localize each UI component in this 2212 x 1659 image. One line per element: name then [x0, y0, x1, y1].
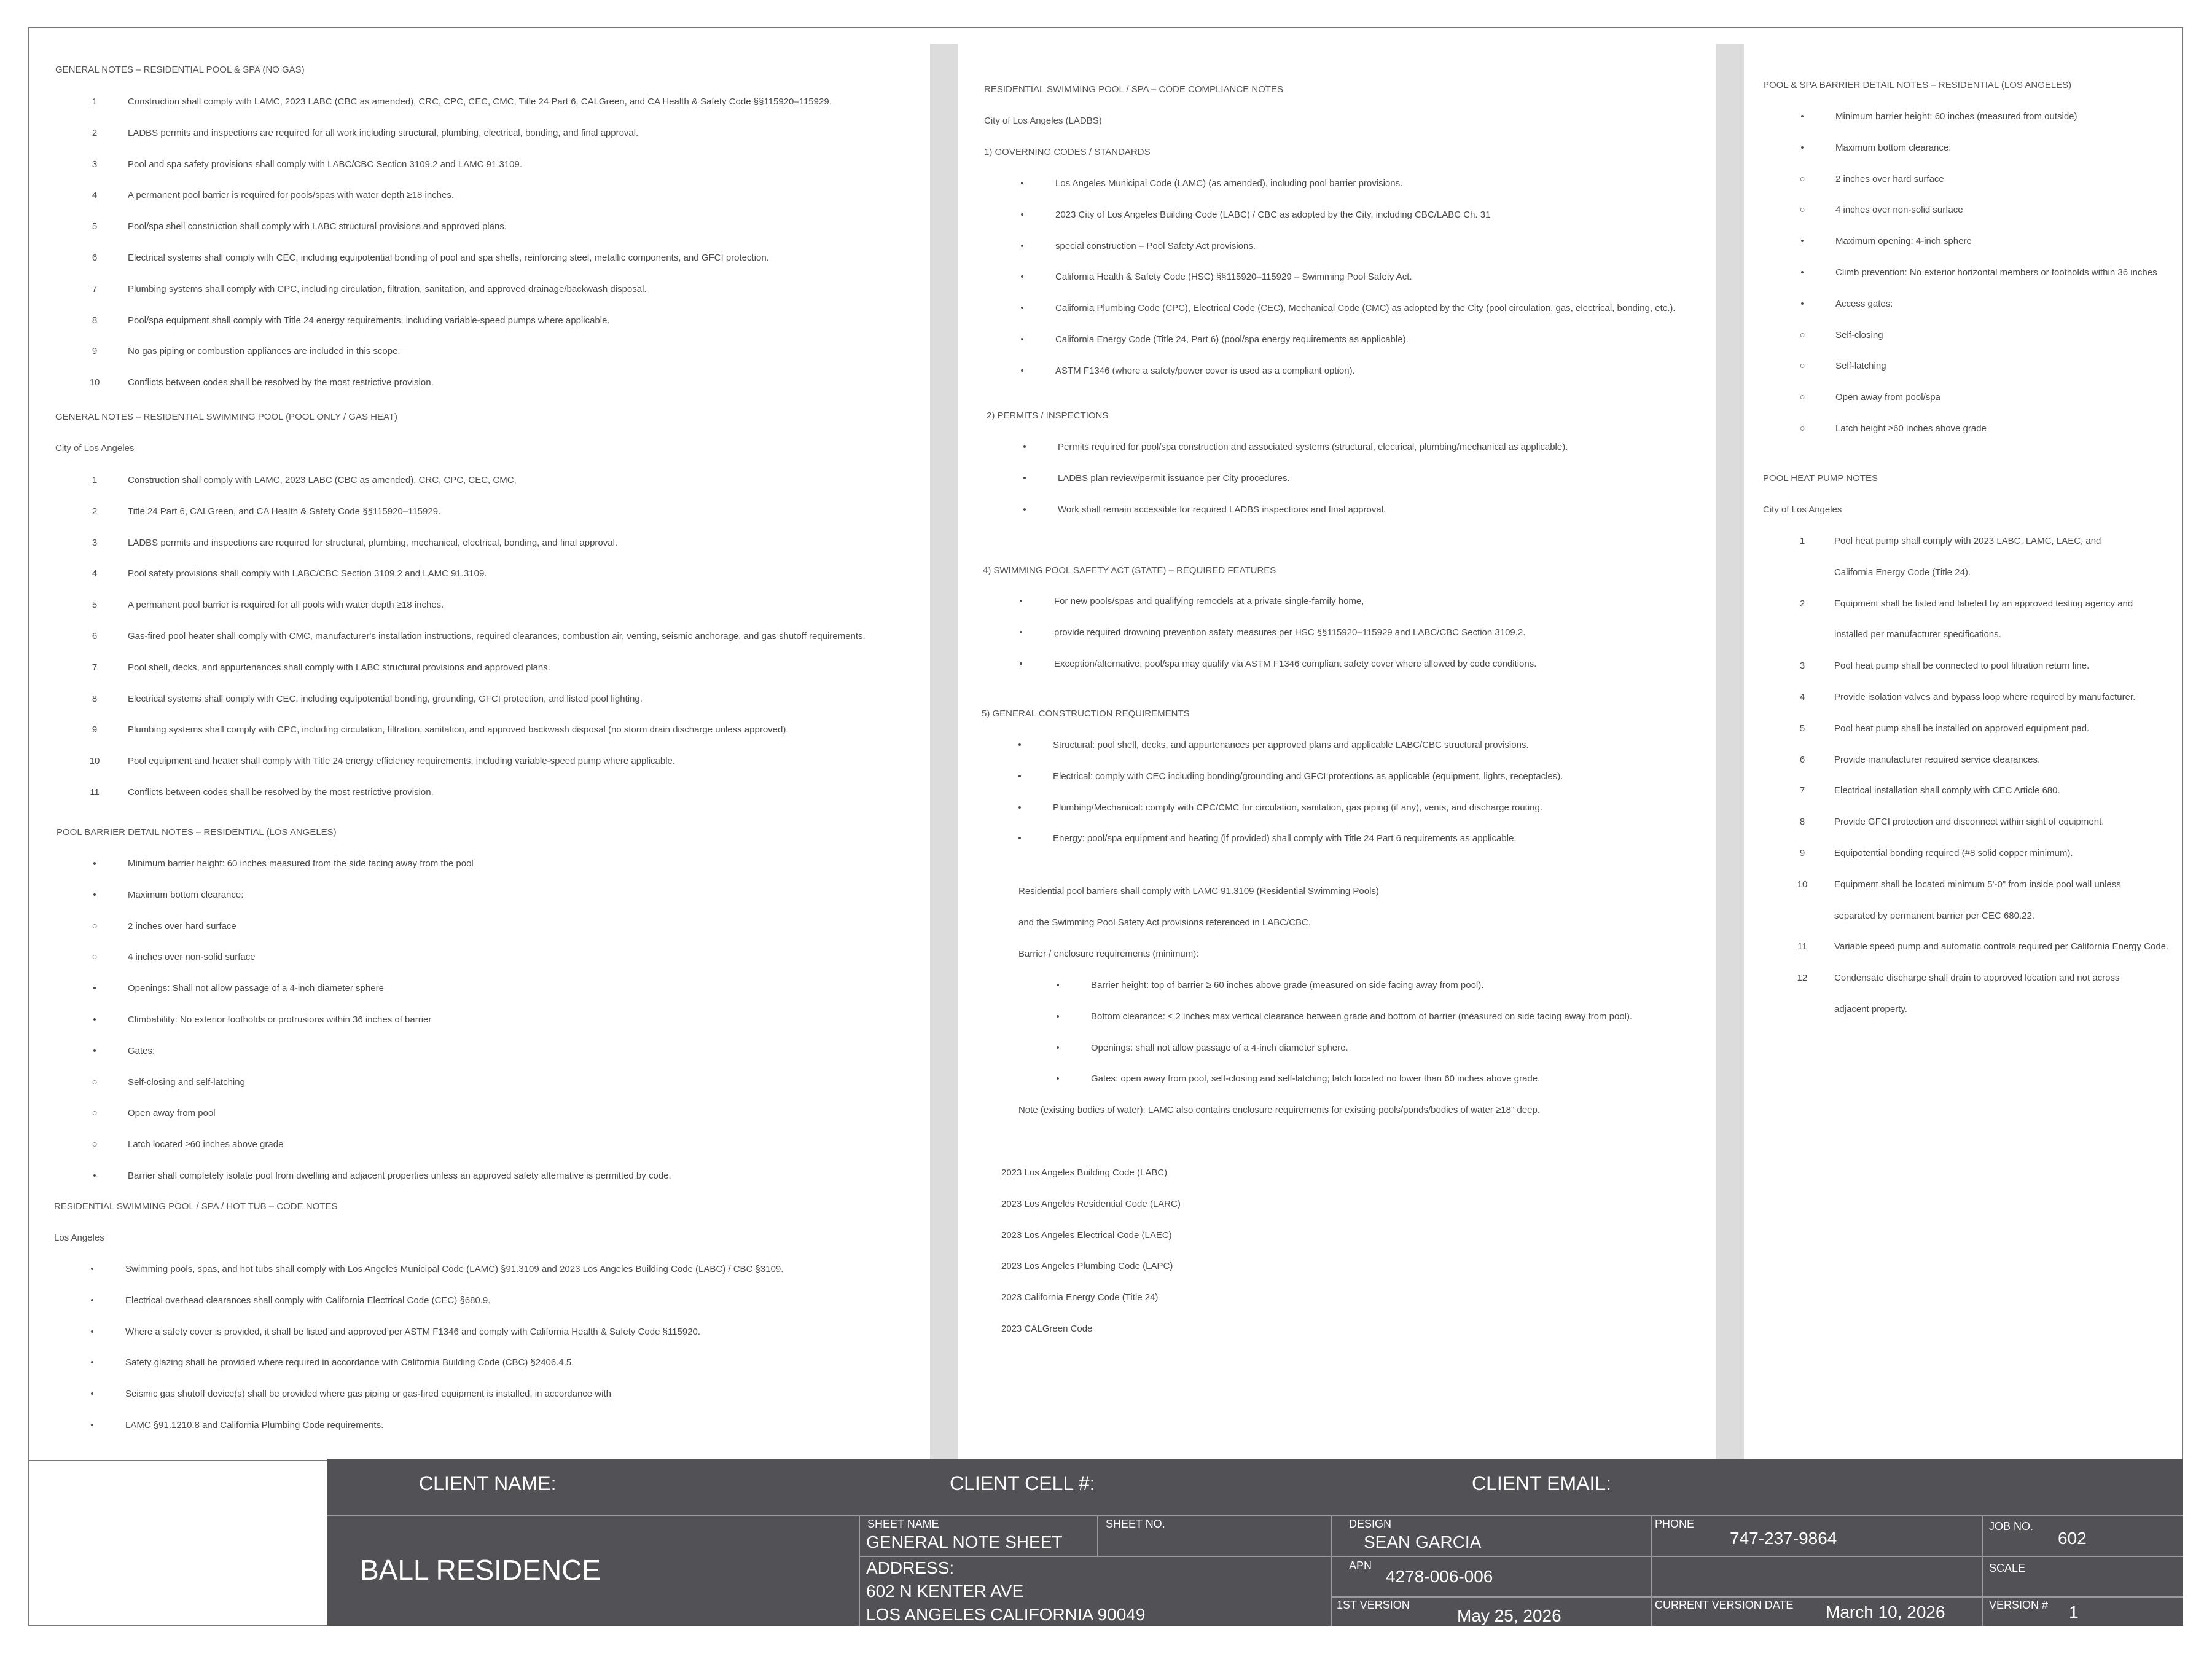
code-note-item: Safety glazing shall be provided where required in accordance with California Building Code (CBC) §2406.4.5. — [125, 1357, 574, 1368]
section-heading: POOL HEAT PUMP NOTES — [1763, 473, 1878, 484]
bullet-mark: • — [1020, 178, 1024, 189]
heat-pump-note: Condensate discharge shall drain to approved location and not across — [1834, 973, 2120, 984]
bullet-mark: • — [1018, 771, 1022, 782]
section-subheading: City of Los Angeles (LADBS) — [984, 116, 1102, 126]
bullet-mark: • — [1019, 658, 1023, 669]
heat-pump-note: Variable speed pump and automatic controls required per California Energy Code. — [1834, 941, 2169, 952]
bullet-mark: • — [1020, 365, 1024, 376]
note-number: 6 — [1799, 754, 1805, 765]
code-reference: 2023 California Energy Code (Title 24) — [1001, 1292, 1159, 1303]
sheet-name: GENERAL NOTE SHEET — [866, 1532, 1063, 1551]
note-item: No gas piping or combustion appliances are included in this scope. — [128, 346, 401, 357]
bullet-mark: • — [1800, 142, 1804, 153]
note-number: 3 — [1799, 661, 1805, 672]
column-divider — [930, 44, 958, 1459]
barrier-note-item: 2 inches over hard surface — [1835, 173, 1944, 184]
note-number: 8 — [92, 315, 98, 326]
barrier-note-item: Latch height ≥60 inches above grade — [1835, 423, 1987, 434]
bullet-mark: ○ — [1799, 173, 1805, 184]
section-heading: RESIDENTIAL SWIMMING POOL / SPA / HOT TUB – CODE NOTES — [54, 1201, 338, 1212]
note-number: 3 — [92, 537, 98, 548]
code-note-item: Seismic gas shutoff device(s) shall be provided where gas piping or gas-fired equipment is installed, in accordance with — [125, 1389, 611, 1400]
bullet-mark: • — [1018, 833, 1022, 844]
construction-item: Electrical: comply with CEC including bonding/grounding and GFCI protections as applicable (equipment, lights, receptacles). — [1053, 771, 1563, 782]
bullet-mark: • — [90, 1420, 94, 1430]
note-number: 9 — [92, 346, 98, 357]
note-item: Construction shall comply with LAMC, 2023 LABC (CBC as amended), CRC, CPC, CEC, CMC, Title 24 Part 6, CALGreen, and CA Health & Safety Code §§115920–115929. — [128, 96, 832, 107]
bullet-mark: • — [1800, 236, 1804, 247]
apn-value: 4278-006-006 — [1386, 1567, 1493, 1586]
apn-label: APN — [1349, 1559, 1372, 1572]
bullet-mark: • — [90, 1264, 94, 1274]
barrier-note-item: Climb prevention: No exterior horizontal members or footholds within 36 inches — [1835, 267, 2157, 278]
bullet-mark: • — [1020, 272, 1024, 283]
section-heading: POOL BARRIER DETAIL NOTES – RESIDENTIAL (LOS ANGELES) — [57, 827, 337, 837]
note-item: Pool safety provisions shall comply with LABC/CBC Section 3109.2 and LAMC 91.3109. — [128, 568, 487, 579]
barrier-requirement-item: Bottom clearance: ≤ 2 inches max vertical clearance between grade and bottom of barrier (measured on side facing away from pool). — [1091, 1011, 1633, 1022]
title-block-rule — [327, 1515, 2183, 1516]
heat-pump-note: Pool heat pump shall comply with 2023 LABC, LAMC, LAEC, and — [1834, 536, 2101, 546]
bullet-mark: ○ — [92, 1139, 98, 1150]
code-item: 2023 City of Los Angeles Building Code (LABC) / CBC as adopted by the City, including CBC/LABC Ch. 31 — [1055, 209, 1491, 220]
code-note-item: Swimming pools, spas, and hot tubs shall comply with Los Angeles Municipal Code (LAMC) §91.3109 and 2023 Los Angeles Building Code (LABC) / CBC §3109. — [125, 1264, 784, 1274]
note-number: 10 — [1797, 879, 1808, 890]
bullet-mark: • — [1056, 1011, 1060, 1022]
current-version-label: CURRENT VERSION DATE — [1655, 1599, 1794, 1611]
heat-pump-note: Pool heat pump shall be connected to pool filtration return line. — [1834, 661, 2090, 672]
section-heading: 2) PERMITS / INSPECTIONS — [987, 410, 1109, 421]
bullet-mark: • — [1800, 298, 1804, 309]
barrier-note-item: Self-latching — [1835, 361, 1886, 372]
heat-pump-note: Electrical installation shall comply with CEC Article 680. — [1834, 785, 2060, 796]
note-item: LADBS permits and inspections are required for all work including structural, plumbing, electrical, bonding, and final approval. — [128, 127, 639, 138]
note-number: 4 — [1799, 692, 1805, 702]
client-name-label: CLIENT NAME: — [419, 1472, 557, 1494]
title-block-rule — [1097, 1515, 1098, 1556]
barrier-note-item: Climbability: No exterior footholds or protrusions within 36 inches of barrier — [128, 1014, 432, 1025]
note-number: 2 — [1799, 598, 1805, 609]
construction-item: Plumbing/Mechanical: comply with CPC/CMC for circulation, sanitation, gas piping (if any), vents, and discharge routing. — [1053, 802, 1543, 813]
address-label: ADDRESS: — [866, 1558, 955, 1577]
bullet-mark: • — [1018, 740, 1022, 750]
bullet-mark: ○ — [1799, 329, 1805, 340]
heat-pump-note: adjacent property. — [1834, 1004, 1907, 1014]
safety-act-item: For new pools/spas and qualifying remodels at a private single-family home, — [1054, 596, 1364, 606]
barrier-note-item: Minimum barrier height: 60 inches (measured from outside) — [1835, 111, 2077, 122]
code-item: ASTM F1346 (where a safety/power cover is used as a compliant option). — [1055, 365, 1355, 376]
safety-act-item: provide required drowning prevention safety measures per HSC §§115920–115929 and LABC/CBC Section 3109.2. — [1054, 627, 1526, 638]
column-divider — [1716, 44, 1744, 1459]
construction-item: Energy: pool/spa equipment and heating (if provided) shall comply with Title 24 Part 6 requirements as applicable. — [1053, 833, 1517, 844]
section-heading: POOL & SPA BARRIER DETAIL NOTES – RESIDENTIAL (LOS ANGELES) — [1763, 80, 2072, 90]
bullet-mark: • — [93, 983, 96, 994]
note-item: Electrical systems shall comply with CEC, including equipotential bonding of pool and spa shells, reinforcing steel, metallic components, and GFCI protection. — [128, 253, 769, 263]
client-email-label: CLIENT EMAIL: — [1472, 1472, 1612, 1494]
section-subheading: City of Los Angeles — [55, 443, 135, 453]
note-item: Conflicts between codes shall be resolved by the most restrictive provision. — [128, 787, 434, 798]
heat-pump-note: Pool heat pump shall be installed on approved equipment pad. — [1834, 723, 2090, 734]
code-item: California Energy Code (Title 24, Part 6) (pool/spa energy requirements as applicable). — [1055, 334, 1409, 345]
barrier-note-item: Barrier shall completely isolate pool from dwelling and adjacent properties unless an approved safety alternative is permitted by code. — [128, 1171, 671, 1181]
code-reference: 2023 Los Angeles Building Code (LABC) — [1001, 1167, 1168, 1178]
title-block-rule — [1651, 1515, 1652, 1626]
construction-item: Structural: pool shell, decks, and appurtenances per approved plans and applicable LABC/CBC structural provisions. — [1053, 740, 1529, 750]
barrier-note-item: Maximum bottom clearance: — [128, 889, 244, 900]
heat-pump-note: Equipotential bonding required (#8 solid copper minimum). — [1834, 848, 2073, 858]
barrier-note-item: 2 inches over hard surface — [128, 920, 236, 931]
bullet-mark: • — [90, 1357, 94, 1368]
design-label: DESIGN — [1349, 1518, 1392, 1530]
bullet-mark: ○ — [1799, 392, 1805, 403]
bullet-mark: • — [93, 889, 96, 900]
section-heading: 4) SWIMMING POOL SAFETY ACT (STATE) – REQUIRED FEATURES — [983, 565, 1276, 576]
code-note-item: Where a safety cover is provided, it shall be listed and approved per ASTM F1346 and comply with California Health & Safety Code §115920. — [125, 1326, 701, 1337]
note-number: 1 — [1799, 536, 1805, 546]
title-block — [327, 1459, 2183, 1626]
barrier-note-item: Maximum opening: 4-inch sphere — [1835, 236, 1972, 247]
note-number: 6 — [92, 253, 98, 263]
note-number: 8 — [92, 693, 98, 704]
title-block-rule — [859, 1515, 860, 1626]
bullet-mark: • — [1019, 627, 1023, 638]
barrier-requirement-item: Barrier height: top of barrier ≥ 60 inches above grade (measured on side facing away from pool). — [1091, 980, 1484, 990]
bullet-mark: • — [1056, 1073, 1060, 1084]
title-block-rule — [1332, 1596, 2183, 1598]
barrier-text: and the Swimming Pool Safety Act provisions referenced in LABC/CBC. — [1018, 917, 1311, 928]
bullet-mark: ○ — [92, 1077, 98, 1088]
section-heading: GENERAL NOTES – RESIDENTIAL SWIMMING POOL (POOL ONLY / GAS HEAT) — [55, 412, 398, 422]
note-number: 9 — [92, 724, 98, 735]
section-heading: 1) GOVERNING CODES / STANDARDS — [984, 147, 1151, 157]
note-number: 1 — [92, 96, 98, 107]
note-item: Construction shall comply with LAMC, 2023 LABC (CBC as amended), CRC, CPC, CEC, CMC, — [128, 475, 517, 485]
barrier-note: Note (existing bodies of water): LAMC also contains enclosure requirements for existing pools/ponds/bodies of water ≥18" deep. — [1018, 1105, 1541, 1115]
section-heading: 5) GENERAL CONSTRUCTION REQUIREMENTS — [982, 708, 1190, 719]
barrier-note-item: Open away from pool/spa — [1835, 392, 1940, 403]
heat-pump-note: Provide isolation valves and bypass loop where required by manufacturer. — [1834, 692, 2136, 702]
note-number: 8 — [1799, 817, 1805, 828]
scale-label: SCALE — [1989, 1562, 2026, 1574]
heat-pump-note: Equipment shall be listed and labeled by an approved testing agency and — [1834, 598, 2133, 609]
bullet-mark: • — [90, 1326, 94, 1337]
heat-pump-note: separated by permanent barrier per CEC 680.22. — [1834, 910, 2035, 921]
note-number: 6 — [92, 631, 98, 641]
bullet-mark: • — [1800, 267, 1804, 278]
note-number: 10 — [89, 756, 100, 767]
bullet-mark: • — [1018, 802, 1022, 813]
title-block-rule — [1982, 1515, 1983, 1626]
project-name: BALL RESIDENCE — [360, 1554, 601, 1586]
bullet-mark: • — [1800, 111, 1804, 122]
bullet-mark: • — [1023, 442, 1026, 452]
note-number: 7 — [92, 283, 98, 294]
bullet-mark: • — [90, 1389, 94, 1400]
heat-pump-note: Provide manufacturer required service clearances. — [1834, 754, 2041, 765]
barrier-text: Barrier / enclosure requirements (minimum): — [1018, 949, 1199, 959]
barrier-note-item: Latch located ≥60 inches above grade — [128, 1139, 284, 1150]
barrier-note-item: Self-closing and self-latching — [128, 1077, 245, 1088]
heat-pump-note: Equipment shall be located minimum 5'-0" from inside pool wall unless — [1834, 879, 2121, 890]
bullet-mark: • — [93, 1045, 96, 1056]
job-no-label: JOB NO. — [1989, 1520, 2034, 1532]
barrier-note-item: Minimum barrier height: 60 inches measured from the side facing away from the pool — [128, 858, 474, 869]
note-number: 4 — [92, 568, 98, 579]
note-number: 7 — [1799, 785, 1805, 796]
barrier-note-item: 4 inches over non-solid surface — [128, 952, 256, 963]
code-note-item: LAMC §91.1210.8 and California Plumbing Code requirements. — [125, 1420, 384, 1430]
version-label: VERSION # — [1989, 1599, 2049, 1611]
client-cell-label: CLIENT CELL #: — [950, 1472, 1095, 1494]
address-line-1: 602 N KENTER AVE — [866, 1582, 1024, 1601]
safety-act-item: Exception/alternative: pool/spa may qualify via ASTM F1346 compliant safety cover where allowed by code conditions. — [1054, 658, 1537, 669]
note-number: 11 — [90, 787, 100, 798]
bullet-mark: • — [93, 1014, 96, 1025]
code-note-item: Electrical overhead clearances shall comply with California Electrical Code (CEC) §680.9. — [125, 1295, 491, 1306]
note-item: Title 24 Part 6, CALGreen, and CA Health & Safety Code §§115920–115929. — [128, 506, 441, 517]
note-number: 5 — [1799, 723, 1805, 734]
bullet-mark: • — [1023, 504, 1026, 515]
first-version-date: May 25, 2026 — [1457, 1606, 1561, 1625]
note-item: Pool/spa shell construction shall comply with LABC structural provisions and approved plans. — [128, 221, 507, 232]
title-block-rule — [1331, 1515, 1332, 1626]
code-reference: 2023 CALGreen Code — [1001, 1324, 1093, 1334]
note-item: Pool equipment and heater shall comply with Title 24 energy efficiency requirements, including variable-speed pump where applicable. — [128, 756, 676, 767]
barrier-text: Residential pool barriers shall comply with LAMC 91.3109 (Residential Swimming Pools) — [1018, 886, 1379, 896]
barrier-note-item: Openings: Shall not allow passage of a 4-inch diameter sphere — [128, 983, 384, 994]
note-number: 5 — [92, 221, 98, 232]
note-number: 2 — [92, 127, 98, 138]
permit-item: Permits required for pool/spa construction and associated systems (structural, electrical, plumbing/mechanical as applicable). — [1058, 442, 1568, 452]
phone-value: 747-237-9864 — [1730, 1529, 1837, 1548]
code-item: Los Angeles Municipal Code (LAMC) (as amended), including pool barrier provisions. — [1055, 178, 1403, 189]
note-item: Plumbing systems shall comply with CPC, including circulation, filtration, sanitation, and approved backwash disposal (no storm drain discharge unless approved). — [128, 724, 789, 735]
designer-name: SEAN GARCIA — [1364, 1532, 1482, 1551]
barrier-note-item: Access gates: — [1835, 298, 1893, 309]
note-number: 7 — [92, 662, 98, 673]
bullet-mark: ○ — [1799, 205, 1805, 216]
barrier-note-item: 4 inches over non-solid surface — [1835, 205, 1963, 216]
note-number: 9 — [1799, 848, 1805, 858]
note-item: A permanent pool barrier is required for pools/spas with water depth ≥18 inches. — [128, 190, 455, 201]
bullet-mark: • — [1020, 209, 1024, 220]
sheet-no-label: SHEET NO. — [1106, 1518, 1165, 1530]
heat-pump-note: California Energy Code (Title 24). — [1834, 567, 1971, 578]
bullet-mark: • — [93, 1171, 96, 1181]
code-item: special construction – Pool Safety Act provisions. — [1055, 240, 1256, 251]
barrier-note-item: Maximum bottom clearance: — [1835, 142, 1952, 153]
note-item: Gas-fired pool heater shall comply with CMC, manufacturer's installation instructions, required clearances, combustion air, venting, seismic anchorage, and gas shutoff requirements. — [128, 631, 866, 641]
current-version-date: March 10, 2026 — [1826, 1602, 1945, 1622]
bullet-mark: ○ — [92, 1108, 98, 1119]
note-item: LADBS permits and inspections are required for structural, plumbing, mechanical, electrical, bonding, and final approval. — [128, 537, 618, 548]
bullet-mark: ○ — [1799, 361, 1805, 372]
note-number: 3 — [92, 159, 98, 170]
code-item: California Plumbing Code (CPC), Electrical Code (CEC), Mechanical Code (CMC) as adopted by the City (pool circulation, gas, electrical, bonding, etc.). — [1055, 303, 1676, 314]
bullet-mark: • — [1023, 473, 1026, 484]
permit-item: Work shall remain accessible for required LADBS inspections and final approval. — [1058, 504, 1386, 515]
note-number: 1 — [92, 475, 98, 485]
note-number: 2 — [92, 506, 98, 517]
barrier-requirement-item: Openings: shall not allow passage of a 4-inch diameter sphere. — [1091, 1042, 1348, 1053]
note-number: 12 — [1797, 973, 1808, 984]
note-item: Pool and spa safety provisions shall comply with LABC/CBC Section 3109.2 and LAMC 91.3109. — [128, 159, 523, 170]
bullet-mark: • — [93, 858, 96, 869]
logo-box — [28, 1460, 328, 1626]
code-reference: 2023 Los Angeles Residential Code (LARC) — [1001, 1198, 1181, 1209]
bullet-mark: • — [1020, 240, 1024, 251]
code-reference: 2023 Los Angeles Electrical Code (LAEC) — [1001, 1230, 1172, 1241]
bullet-mark: • — [1056, 1042, 1060, 1053]
section-subheading: City of Los Angeles — [1763, 504, 1842, 515]
bullet-mark: ○ — [92, 952, 98, 963]
section-heading: GENERAL NOTES – RESIDENTIAL POOL & SPA (NO GAS) — [55, 65, 305, 75]
note-number: 10 — [89, 377, 100, 388]
barrier-note-item: Self-closing — [1835, 329, 1883, 340]
bullet-mark: • — [1056, 980, 1060, 990]
note-item: A permanent pool barrier is required for all pools with water depth ≥18 inches. — [128, 600, 444, 611]
note-item: Pool shell, decks, and appurtenances shall comply with LABC structural provisions and approved plans. — [128, 662, 550, 673]
note-item: Electrical systems shall comply with CEC, including equipotential bonding, grounding, GFCI protection, and listed pool lighting. — [128, 693, 643, 704]
note-item: Conflicts between codes shall be resolved by the most restrictive provision. — [128, 377, 434, 388]
heat-pump-note: installed per manufacturer specifications. — [1834, 629, 2001, 640]
title-block-rule — [860, 1556, 2183, 1557]
note-number: 5 — [92, 600, 98, 611]
bullet-mark: ○ — [92, 920, 98, 931]
phone-label: PHONE — [1655, 1518, 1695, 1530]
note-number: 4 — [92, 190, 98, 201]
section-heading: RESIDENTIAL SWIMMING POOL / SPA – CODE COMPLIANCE NOTES — [984, 84, 1284, 95]
bullet-mark: ○ — [1799, 423, 1805, 434]
barrier-note-item: Open away from pool — [128, 1108, 216, 1119]
note-number: 11 — [1797, 941, 1807, 952]
section-subheading: Los Angeles — [54, 1233, 104, 1243]
bullet-mark: • — [1020, 334, 1024, 345]
sheet-name-label: SHEET NAME — [867, 1518, 939, 1530]
address-line-2: LOS ANGELES CALIFORNIA 90049 — [866, 1605, 1146, 1624]
note-item: Pool/spa equipment shall comply with Title 24 energy requirements, including variable-speed pumps where applicable. — [128, 315, 610, 326]
first-version-label: 1ST VERSION — [1337, 1599, 1410, 1611]
version-value: 1 — [2069, 1602, 2079, 1622]
heat-pump-note: Provide GFCI protection and disconnect within sight of equipment. — [1834, 817, 2105, 828]
code-reference: 2023 Los Angeles Plumbing Code (LAPC) — [1001, 1261, 1173, 1272]
bullet-mark: • — [1020, 303, 1024, 314]
permit-item: LADBS plan review/permit issuance per City procedures. — [1058, 473, 1290, 484]
bullet-mark: • — [90, 1295, 94, 1306]
barrier-note-item: Gates: — [128, 1045, 155, 1056]
note-item: Plumbing systems shall comply with CPC, including circulation, filtration, sanitation, and approved drainage/backwash disposal. — [128, 283, 647, 294]
job-no-value: 602 — [2058, 1529, 2087, 1548]
barrier-requirement-item: Gates: open away from pool, self-closing and self-latching; latch located no lower than 60 inches above grade. — [1091, 1073, 1541, 1084]
bullet-mark: • — [1019, 596, 1023, 606]
code-item: California Health & Safety Code (HSC) §§115920–115929 – Swimming Pool Safety Act. — [1055, 272, 1412, 283]
